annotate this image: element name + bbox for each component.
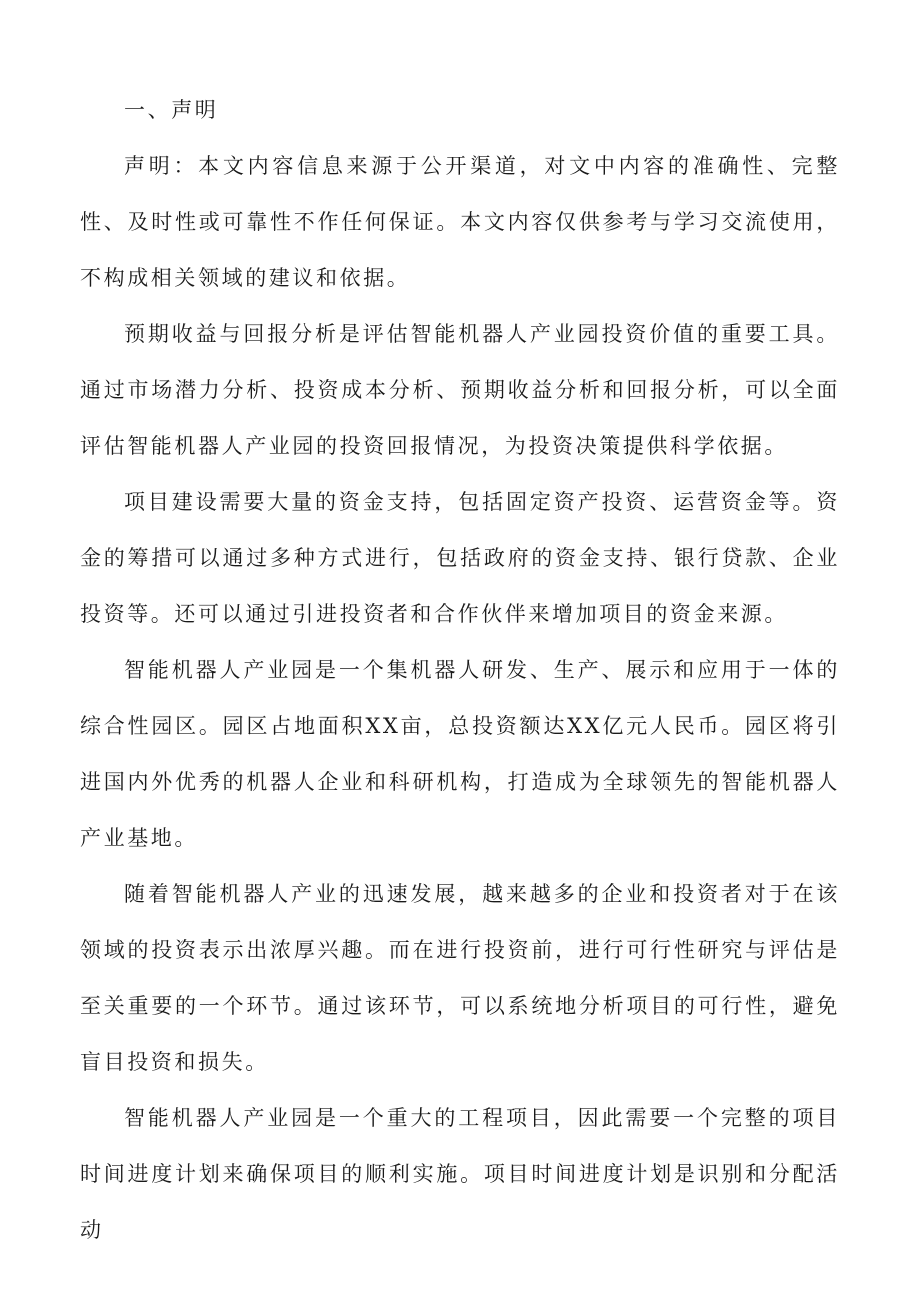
paragraph-return-analysis: 预期收益与回报分析是评估智能机器人产业园投资价值的重要工具。通过市场潜力分析、投资成本分析、预期收益分析和回报分析，可以全面评估智能机器人产业园的投资回报情况，为投资决策提供科学依据。 <box>80 322 840 458</box>
paragraph-park-overview: 智能机器人产业园是一个集机器人研发、生产、展示和应用于一体的综合性园区。园区占地面积XX亩，总投资额达XX亿元人民币。园区将引进国内外优秀的机器人企业和科研机构，打造成为全球领先的智能机器人产业基地。 <box>80 658 840 850</box>
document-page <box>80 82 840 1258</box>
section-heading: 一、声明 <box>124 98 219 122</box>
paragraph-funding: 项目建设需要大量的资金支持，包括固定资产投资、运营资金等。资金的筹措可以通过多种方式进行，包括政府的资金支持、银行贷款、企业投资等。还可以通过引进投资者和合作伙伴来增加项目的资金来源。 <box>80 490 840 626</box>
paragraph-feasibility: 随着智能机器人产业的迅速发展，越来越多的企业和投资者对于在该领域的投资表示出浓厚兴趣。而在进行投资前，进行可行性研究与评估是至关重要的一个环节。通过该环节，可以系统地分析项目的可行性，避免盲目投资和损失。 <box>80 882 840 1074</box>
paragraph-schedule: 智能机器人产业园是一个重大的工程项目，因此需要一个完整的项目时间进度计划来确保项目的顺利实施。项目时间进度计划是识别和分配活动 <box>80 1106 840 1242</box>
paragraph-disclaimer: 声明：本文内容信息来源于公开渠道，对文中内容的准确性、完整性、及时性或可靠性不作任何保证。本文内容仅供参考与学习交流使用，不构成相关领域的建议和依据。 <box>80 154 840 290</box>
